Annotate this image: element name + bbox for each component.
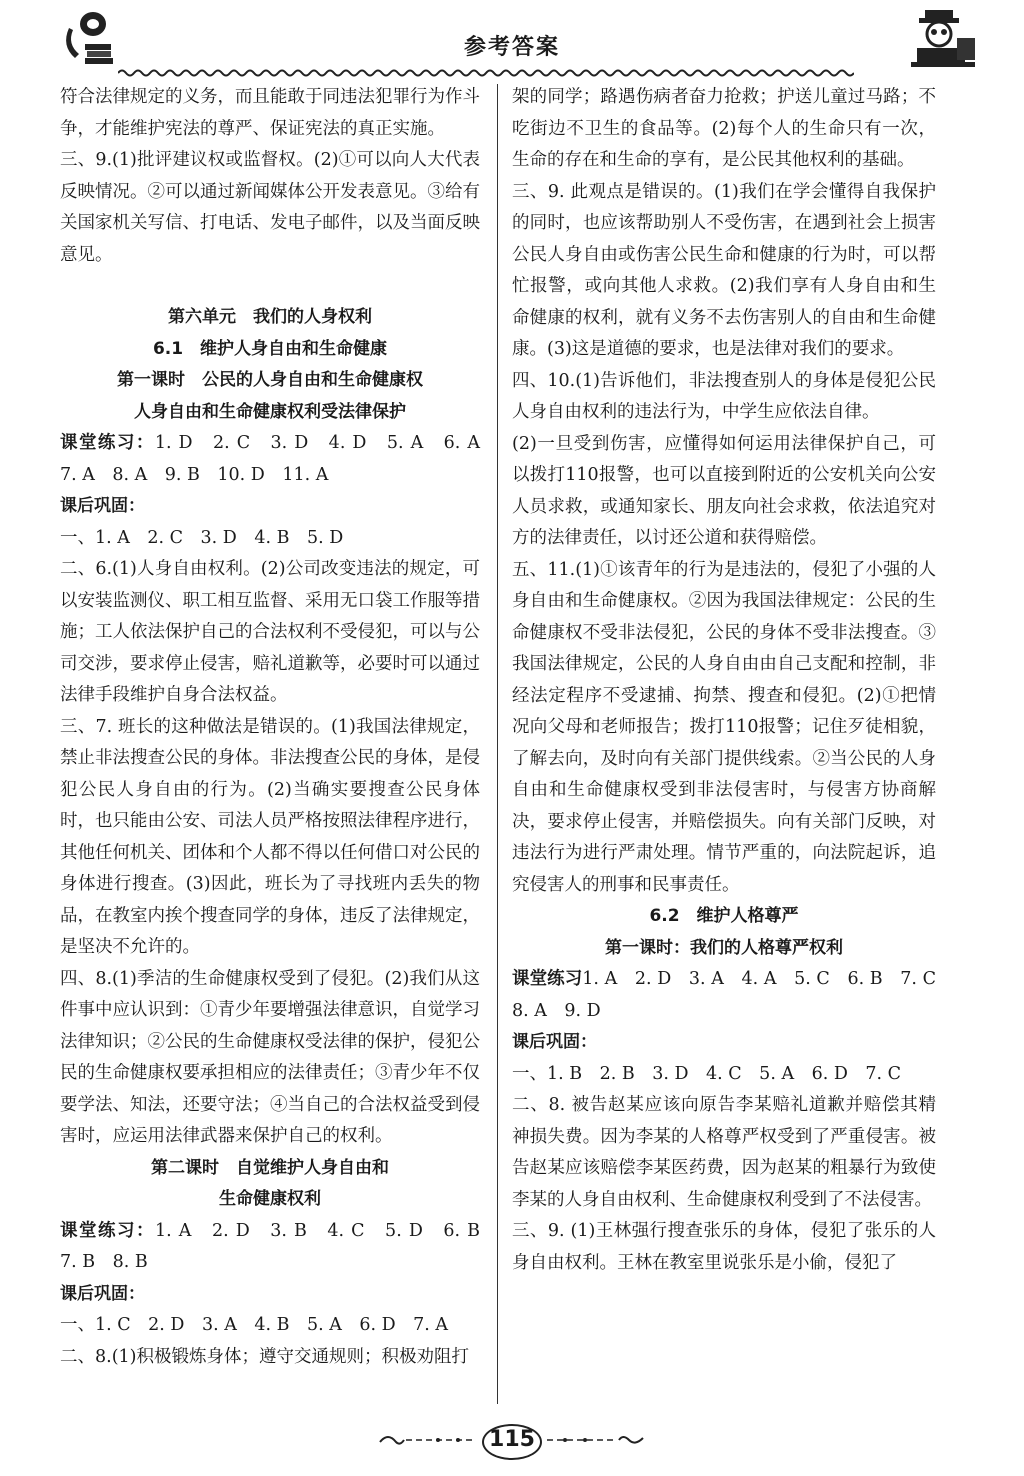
answer-paragraph [60,554,480,712]
answer-text: (2)一旦受到伤害，应懂得如何运用法律保护自己，可以拨打110报警，也可以直接到附近的公安机关向公安人员求救，或通知家长、朋友向社会求救，依法追究对方的法律责任，以讨还公道和获得赔偿。 [512,433,936,548]
answer-text: 一、1. C 2. D 3. A 4. B 5. A 6. D 7. A [60,1315,449,1335]
answer-paragraph [60,712,480,964]
answer-text: 四、8.(1)季洁的生命健康权受到了侵犯。(2)我们从这件事中应认识到：①青少年要增强法律意识，自觉学习法律知识；②公民的生命健康权受法律的保护，侵犯公民的生命健康权要承担相应的法律责任；③青少年不仅要学法、知法，还要守法；④当自己的合法权益受到侵害时，应运用法律武器来保护自己的权利。 [60,968,480,1146]
answer-paragraph [60,1342,480,1374]
subsection-label: 课后巩固： [60,496,145,516]
answer-paragraph [512,177,936,366]
answer-text: 三、9. (1)王林强行搜查张乐的身体，侵犯了张乐的人身自由权利。王林在教室里说张乐是小偷，侵犯了 [512,1221,936,1273]
answer-text: 四、10.(1)告诉他们，非法搜查别人的身体是侵犯公民人身自由权利的违法行为，中学生应依法自律。 [512,370,936,422]
answer-paragraph [60,82,480,145]
page-title: 参考答案 [463,35,560,60]
answer-paragraph [512,964,954,1027]
answer-text: 三、9. 此观点是错误的。(1)我们在学会懂得自我保护的同时，也应该帮助别人不受伤害，在遇到社会上损害公民人身自由或伤害公民生命和健康的行为时，可以帮忙报警，或向其他人求救。(2)我们享有人身自由和生命健康的权利，就有义务不去伤害别人的自由和生命健康。(3)这是道德的要求，也是法律对我们的要求。 [512,181,936,359]
section-heading: 生命健康权利 [219,1189,321,1209]
section-heading: 第二课时 自觉维护人身自由和 [151,1157,389,1178]
answer-paragraph [512,1090,936,1216]
answer-text: 1. D 2. C 3. D 4. D 5. A 6. A 7. A 8. A 9. B 10. D 11. A [60,433,498,485]
answer-text: 1. A 2. D 3. B 4. C 5. D 6. B 7. B 8. B [60,1220,498,1272]
answer-paragraph [60,428,498,491]
answer-text: 1. A 2. D 3. A 4. A 5. C 6. B 7. C 8. A 9. D [512,969,954,1021]
answer-text: 一、1. A 2. C 3. D 4. B 5. D [60,527,344,548]
answer-text: 二、6.(1)人身自由权利。(2)公司改变违法的规定，可以安装监测仪、职工相互监督、采用无口袋工作服等措施；工人依法保护自己的合法权利不受侵犯，可以与公司交涉，要求停止侵害，赔礼道歉等，必要时可以通过法律手段维护自身合法权益。 [60,559,480,705]
section-heading: 6.2 维护人格尊严 [649,906,799,926]
section-heading: 第六单元 我们的人身权利 [168,307,372,327]
answer-paragraph [60,145,480,271]
answer-paragraph [512,555,936,902]
answer-text: 一、1. B 2. B 3. D 4. C 5. A 6. D 7. C [512,1063,902,1084]
answer-text: 二、8.(1)积极锻炼身体；遵守交通规则；积极劝阻打 [60,1346,469,1367]
left-column [60,82,498,1373]
column-divider [497,84,498,1404]
section-heading: 人身自由和生命健康权利受法律保护 [134,401,406,422]
page-footer [0,1418,1024,1468]
section-heading: 6.1 维护人身自由和生命健康 [152,338,388,359]
page-header [0,0,1024,80]
answer-text: 符合法律规定的义务，而且能敢于同违法犯罪行为作斗争，才能维护宪法的尊严、保证宪法的真正实施。 [60,87,480,139]
answer-paragraph [60,523,480,555]
footer-ornament-right-icon [545,1430,645,1450]
subsection-label: 课后巩固： [512,1032,597,1052]
answer-text: 二、8. 被告赵某应该向原告李某赔礼道歉并赔偿其精神损失费。因为李某的人格尊严权受到了严重侵害。被告赵某应该赔偿李某医药费，因为赵某的粗暴行为致使李某的人身自由权利、生命健康权利受到了不法侵害。 [512,1095,936,1210]
answer-paragraph [60,1310,480,1342]
answer-text: 三、7. 班长的这种做法是错误的。(1)我国法律规定，禁止非法搜查公民的身体。非法搜查公民的身体，是侵犯公民人身自由的行为。(2)当确实要搜查公民身体时，也只能由公安、司法人员严格按照法律程序进行，其他任何机关、团体和个人都不得以任何借口对公民的身体进行搜查。(3)因此，班长为了寻找班内丢失的物品，在教室内挨个搜查同学的身体，违反了法律规定，是坚决不允许的。 [60,716,480,957]
answer-paragraph [60,964,480,1153]
section-heading: 第一课时：我们的人格尊严权利 [605,937,843,958]
header-divider [118,68,854,78]
page-number: 115 [489,1427,535,1452]
answer-paragraph [512,366,936,429]
answer-text: 三、9.(1)批评建议权或监督权。(2)①可以向人大代表反映情况。②可以通过新闻媒体公开发表意见。③给有关国家机关写信、打电话、发电子邮件，以及当面反映意见。 [60,150,480,265]
answer-paragraph [60,1216,498,1279]
subsection-label: 课后巩固： [60,1283,145,1304]
answer-lead-label: 课堂练习： [60,433,155,453]
cartoon-student-icon [907,8,979,70]
answer-text: 五、11.(1)①该青年的行为是违法的，侵犯了小强的人身自由和生命健康权。②因为我国法律规定：公民的生命健康权不受非法侵犯，公民的身体不受非法搜查。③我国法律规定，公民的人身自由由自己支配和控制，非经法定程序不受逮捕、拘禁、搜查和侵犯。(2)①把情况向父母和老师报告；拨打110报警；记住歹徒相貌，了解去向，及时向有关部门提供线索。②当公民的人身自由和生命健康权受到非法侵害时，与侵害方协商解决，要求停止侵害，并赔偿损失。向有关部门反映，对违法行为进行严肃处理。情节严重的，向法院起诉，追究侵害人的刑事和民事责任。 [512,559,936,895]
answer-lead-label: 课堂练习： [60,1220,156,1241]
answer-paragraph [512,82,936,177]
answer-lead-label: 课堂练习 [512,969,583,989]
answer-paragraph [512,1059,936,1091]
footer-ornament-left-icon [378,1430,478,1450]
spacer [60,271,480,302]
answer-paragraph [512,1216,936,1279]
answer-paragraph [512,429,936,555]
right-column [512,82,954,1279]
section-heading: 第一课时 公民的人身自由和生命健康权 [117,370,423,390]
answer-text: 架的同学；路遇伤病者奋力抢救；护送儿童过马路；不吃街边不卫生的食品等。(2)每个人的生命只有一次，生命的存在和生命的享有，是公民其他权利的基础。 [512,87,936,170]
